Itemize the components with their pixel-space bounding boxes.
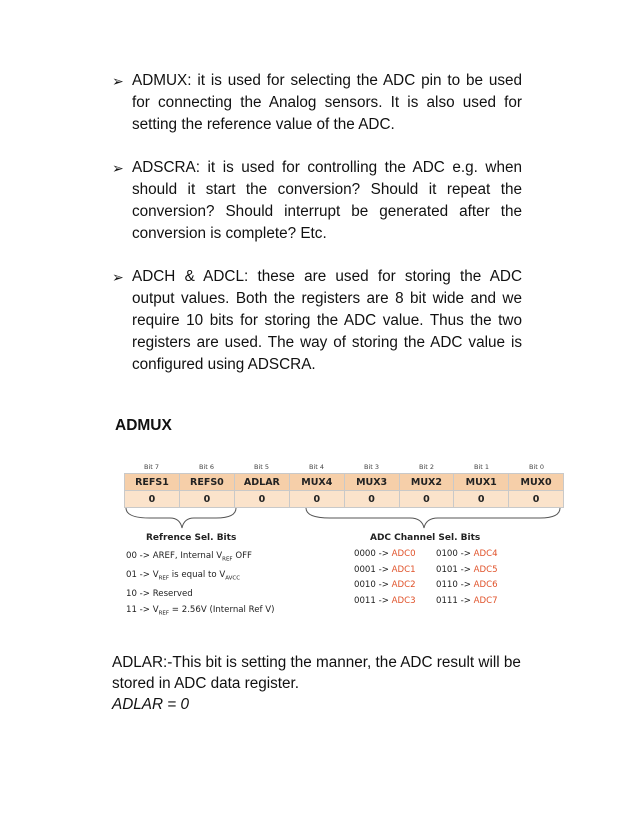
reference-option: 10 -> Reserved: [126, 589, 193, 600]
channel-option: 0000 -> ADC0: [354, 549, 416, 559]
bit-number-row: [124, 463, 564, 471]
bit-number: Bit 0: [528, 463, 544, 471]
reference-bits-brace: [126, 508, 236, 528]
bit-number: Bit 1: [473, 463, 489, 471]
channel-bits-title: ADC Channel Sel. Bits: [370, 533, 481, 543]
channel-option: 0100 -> ADC4: [436, 549, 498, 559]
channel-option: 0001 -> ADC1: [354, 564, 416, 575]
register-bit-value: 0: [399, 491, 454, 508]
reference-bits-list: [126, 549, 275, 622]
channel-option: 0011 -> ADC3: [354, 595, 416, 606]
arrow-bullet-icon: ➢: [112, 160, 124, 176]
register-bit-name: MUX3: [344, 474, 399, 491]
register-bit-value: 0: [234, 491, 289, 508]
reference-option: $11 -> V_{REF} = 2.56V$ (Internal Ref V): [126, 604, 275, 617]
adlar-description: [112, 652, 524, 715]
bit-number: Bit 6: [198, 463, 214, 471]
grouping-braces: [120, 506, 570, 532]
channel-option: 0101 -> ADC5: [436, 564, 498, 575]
bit-number: Bit 3: [363, 463, 379, 471]
channel-option: 0010 -> ADC2: [354, 580, 416, 590]
bullet-text: ADMUX: it is used for selecting the ADC pin to be used for connecting the Analog sensors. It is also used for setting the reference value of the ADC.: [132, 72, 522, 133]
channel-option: 0111 -> ADC7: [436, 595, 498, 606]
register-name-row: [125, 474, 564, 491]
register-bit-value: 0: [179, 491, 234, 508]
register-bit-value: 0: [344, 491, 399, 508]
register-bit-name: MUX0: [509, 474, 564, 491]
description-text: ADLAR:-This bit is setting the manner, the ADC result will be stored in ADC data register.: [112, 654, 521, 692]
bullet-list: [112, 70, 522, 397]
admux-register-diagram: [120, 458, 570, 618]
register-bit-value: 0: [125, 491, 180, 508]
section-title: ADMUX: [115, 417, 172, 434]
bullet-adch-adcl: [112, 266, 522, 376]
register-bit-name: MUX4: [289, 474, 344, 491]
arrow-bullet-icon: ➢: [112, 73, 124, 89]
bullet-text: ADSCRA: it is used for controlling the ADC e.g. when should it start the conversion? Should it repeat the conversion? Should interrupt be generated after the conversion is complete? Etc.: [132, 159, 522, 242]
register-bit-value: 0: [509, 491, 564, 508]
reference-option: $01 -> V_{REF}$ is equal to $V_{AVCC}$: [126, 570, 241, 582]
reference-bits-title: Refrence Sel. Bits: [146, 533, 237, 543]
register-bit-name: ADLAR: [234, 474, 289, 491]
register-bit-name: MUX1: [454, 474, 509, 491]
register-table: [124, 473, 564, 508]
bullet-admux: [112, 70, 522, 136]
channel-option: 0110 -> ADC6: [436, 580, 498, 590]
adlar-value: ADLAR = 0: [112, 696, 189, 713]
bullet-adscra: [112, 157, 522, 245]
bit-number: Bit 4: [308, 463, 324, 471]
reference-option: 00 -> AREF, Internal $V_{REF}$ OFF: [126, 551, 252, 563]
register-bit-name: REFS1: [125, 474, 180, 491]
bit-number: Bit 2: [418, 463, 434, 471]
channel-bits-brace: [306, 508, 560, 528]
bit-number: Bit 7: [143, 463, 159, 471]
register-bit-value: 0: [289, 491, 344, 508]
arrow-bullet-icon: ➢: [112, 269, 124, 285]
channel-bits-list: [354, 547, 518, 609]
register-bit-name: MUX2: [399, 474, 454, 491]
register-value-row: [125, 491, 564, 508]
bullet-text: ADCH & ADCL: these are used for storing the ADC output values. Both the registers are 8 bit wide and we require 10 bits for storing the ADC value. Thus the two registers are used. The way of storing the ADC value is configured using ADSCRA.: [132, 268, 522, 373]
bit-number: Bit 5: [253, 463, 269, 471]
register-bit-value: 0: [454, 491, 509, 508]
register-bit-name: REFS0: [179, 474, 234, 491]
